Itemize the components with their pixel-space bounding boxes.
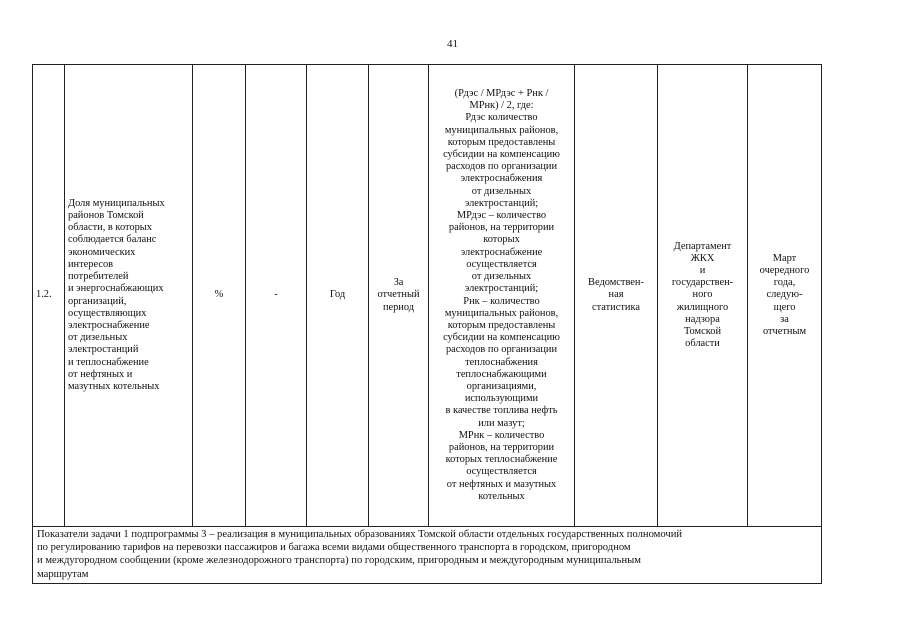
responsible-line: ЖКХ <box>690 252 715 264</box>
indicator-name-line: интересов <box>68 258 114 270</box>
formula-line: Рнк – количество <box>463 295 540 307</box>
formula-line: от дизельных <box>471 271 532 283</box>
formula-line: или мазут; <box>478 417 525 429</box>
responsible-line: государствен- <box>671 277 734 289</box>
page-number: 41 <box>447 38 458 50</box>
period-line: отчетный <box>377 289 420 301</box>
formula-line: использующими <box>464 393 539 405</box>
indicator-name-line: и теплоснабжение <box>68 356 149 368</box>
table-row <box>33 65 822 527</box>
section-header-cell <box>33 527 822 584</box>
formula-line: районов, на территории <box>448 441 555 453</box>
formula-line: МРнк) / 2, где: <box>469 100 534 112</box>
indicator-name <box>65 65 193 527</box>
responsible-line: и <box>699 264 706 276</box>
formula-line: расходов по организации <box>445 161 558 173</box>
indicator-name-line: мазутных котельных <box>68 380 160 392</box>
indicator-name-line: электростанций <box>68 344 139 356</box>
formula-line: субсидии на компенсацию <box>443 332 560 344</box>
indicator-name-line: экономических <box>68 246 136 258</box>
indicator-name-line: организаций, <box>68 295 127 307</box>
data-source-line: ная <box>608 289 624 301</box>
responsible-line: надзора <box>685 313 720 325</box>
indicator-name-line: области, в которых <box>68 222 152 234</box>
indicator-table <box>32 64 822 584</box>
formula-line: в качестве топлива нефть <box>445 405 558 417</box>
deadline-line: за <box>780 313 789 325</box>
deadline-line: отчетным <box>762 326 807 337</box>
formula-line: электроснабжение <box>460 246 543 258</box>
indicator-name-line: от дизельных <box>68 332 128 344</box>
deadline-line: следую- <box>766 289 803 301</box>
row-number: 1.2. <box>33 65 65 527</box>
formula-line: которых теплоснабжение <box>445 454 558 466</box>
formula-line: электроснабжения <box>460 173 543 185</box>
formula-line: теплоснабжающими <box>456 368 547 380</box>
deadline-line: щего <box>773 301 796 313</box>
formula-line: электростанций; <box>464 283 539 295</box>
period-line: За <box>393 277 404 289</box>
formula-line: осуществляется <box>466 466 537 478</box>
data-source-cell <box>575 65 658 527</box>
responsible-cell <box>658 65 748 527</box>
deadline-line: Март <box>772 252 797 264</box>
formula-line: муниципальных районов, <box>444 124 559 136</box>
periodicity-cell: Год <box>307 65 369 527</box>
period-cell <box>369 65 429 527</box>
formula-line: (Рдэс / МРдэс + Рнк / <box>454 88 549 100</box>
formula-line: МРнк – количество <box>458 429 545 441</box>
responsible-line: жилищного <box>676 301 729 313</box>
deadline-line: года, <box>773 277 796 289</box>
formula-line: организациями, <box>466 380 537 392</box>
responsible-line: Департамент <box>673 240 732 252</box>
formula-cell <box>429 65 575 527</box>
indicator-name-line: соблюдается баланс <box>68 234 157 246</box>
formula-line: расходов по организации <box>445 344 558 356</box>
formula-line: котельных <box>478 490 525 502</box>
data-source-line: статистика <box>592 301 640 313</box>
formula-line: МРдэс – количество <box>456 210 547 222</box>
data-source-line: Ведомствен- <box>588 277 644 289</box>
indicator-name-line: электроснабжение <box>68 319 150 331</box>
formula-line: которым предоставлены <box>447 319 556 331</box>
deadline-line: очередного <box>759 264 810 276</box>
indicator-name-line: осуществляющих <box>68 307 147 319</box>
responsible-line: ного <box>692 289 713 301</box>
formula-line: субсидии на компенсацию <box>443 149 560 161</box>
formula-line: которых <box>483 234 520 246</box>
period-line: период <box>382 301 415 313</box>
deadline-cell <box>748 65 822 527</box>
responsible-line: Томской <box>683 326 722 337</box>
formula-line: теплоснабжения <box>465 356 538 368</box>
formula-line: которым предоставлены <box>447 136 556 148</box>
section-header-line: Показатели задачи 1 подпрограммы 3 – реализация в муниципальных образованиях Томской области отдельных государственных полномочий <box>37 529 683 540</box>
responsible-line: области <box>685 338 720 350</box>
formula-line: от нефтяных и мазутных <box>446 478 557 490</box>
dash-cell: - <box>246 65 307 527</box>
formula-line: электростанций; <box>464 197 539 209</box>
formula-line: муниципальных районов, <box>444 307 559 319</box>
formula-line: осуществляется <box>466 258 537 270</box>
unit-cell: % <box>193 65 246 527</box>
section-header-line: по регулированию тарифов на перевозки пассажиров и багажа всеми видами общественного транспорта в городском, пригородном <box>37 542 631 554</box>
section-header-row <box>33 527 822 584</box>
formula-line: от дизельных <box>471 185 532 197</box>
indicator-name-line: потребителей <box>68 271 129 283</box>
indicator-name-line: и энергоснабжающих <box>68 283 164 295</box>
section-header-line: и междугородном сообщении (кроме железнодорожного транспорта) по городским, пригородным и междугородным муниципальным <box>37 555 641 567</box>
indicator-name-line: Доля муниципальных <box>68 197 165 209</box>
indicator-name-line: районов Томской <box>68 210 144 222</box>
formula-line: Рдэс количество <box>465 112 538 124</box>
section-header-line: маршрутам <box>37 568 89 580</box>
indicator-name-line: от нефтяных и <box>68 368 133 380</box>
formula-line: районов, на территории <box>448 222 555 234</box>
